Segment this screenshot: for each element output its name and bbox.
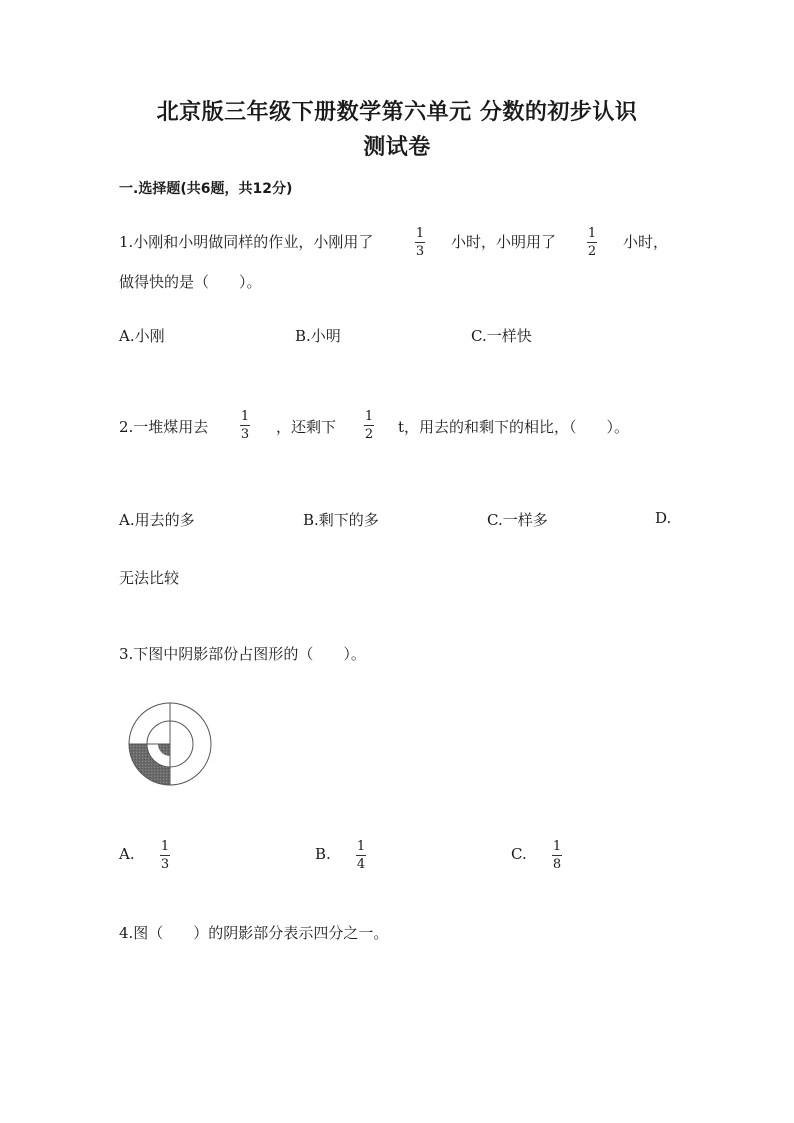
fraction-numerator: 1 [552, 839, 562, 854]
q3-circle-figure [124, 698, 216, 790]
fraction-numerator: 1 [364, 409, 374, 424]
fraction-numerator: 1 [160, 839, 170, 854]
q1-text-part1: 1.小刚和小明做同样的作业，小刚用了 [119, 233, 374, 251]
fraction-bar [587, 242, 597, 243]
q2-text-part1: 2.一堆煤用去 [119, 418, 209, 436]
q2-option-b[interactable]: B.剩下的多 [303, 511, 379, 529]
fraction-denominator: 8 [552, 857, 562, 872]
fraction-denominator: 3 [240, 427, 250, 442]
q3-option-a-label[interactable]: A. [119, 845, 135, 863]
q1-fraction-1 [415, 227, 425, 258]
fraction-denominator: 2 [587, 244, 597, 259]
q2-option-c[interactable]: C.一样多 [487, 511, 548, 529]
q3-option-b-fraction[interactable] [356, 840, 366, 871]
q2-option-d-text[interactable]: 无法比较 [119, 569, 180, 587]
fraction-numerator: 1 [415, 226, 425, 241]
fraction-numerator: 1 [587, 226, 597, 241]
q1-fraction-2 [587, 227, 597, 258]
fraction-bar [160, 855, 170, 856]
q3-option-c-fraction[interactable] [552, 840, 562, 871]
q3-text: 3.下图中阴影部份占图形的（ ）。 [119, 645, 366, 663]
fraction-denominator: 3 [415, 244, 425, 259]
q1-text-part2: 小时，小明用了 [451, 233, 557, 251]
fraction-bar [364, 425, 374, 426]
fraction-numerator: 1 [240, 409, 250, 424]
q3-option-c-label[interactable]: C. [511, 845, 527, 863]
q2-text-part3: t，用去的和剩下的相比，（ ）。 [398, 418, 630, 436]
q2-fraction-1 [240, 410, 250, 441]
fraction-denominator: 4 [356, 857, 366, 872]
section-heading: 一.选择题(共6题，共12分) [119, 181, 293, 197]
q4-text: 4.图（ ）的阴影部分表示四分之一。 [119, 924, 389, 942]
fraction-bar [240, 425, 250, 426]
q1-text-part3: 小时， [623, 233, 669, 251]
q1-option-c[interactable]: C.一样快 [471, 327, 532, 345]
fraction-bar [552, 855, 562, 856]
fraction-bar [356, 855, 366, 856]
doc-title-line1: 北京版三年级下册数学第六单元 分数的初步认识 [156, 99, 638, 125]
q2-fraction-2 [364, 410, 374, 441]
q2-text-part2: ，还剩下 [276, 418, 337, 436]
fraction-bar [415, 242, 425, 243]
q2-option-a[interactable]: A.用去的多 [119, 511, 195, 529]
doc-title-line2: 测试卷 [363, 134, 431, 160]
q2-option-d[interactable]: D. [655, 509, 672, 527]
fraction-numerator: 1 [356, 839, 366, 854]
q1-option-b[interactable]: B.小明 [295, 327, 341, 345]
q1-text-line2: 做得快的是（ ）。 [119, 273, 262, 291]
q1-option-a[interactable]: A.小刚 [119, 327, 165, 345]
fraction-denominator: 2 [364, 427, 374, 442]
fraction-denominator: 3 [160, 857, 170, 872]
q3-option-b-label[interactable]: B. [315, 845, 331, 863]
q3-option-a-fraction[interactable] [160, 840, 170, 871]
